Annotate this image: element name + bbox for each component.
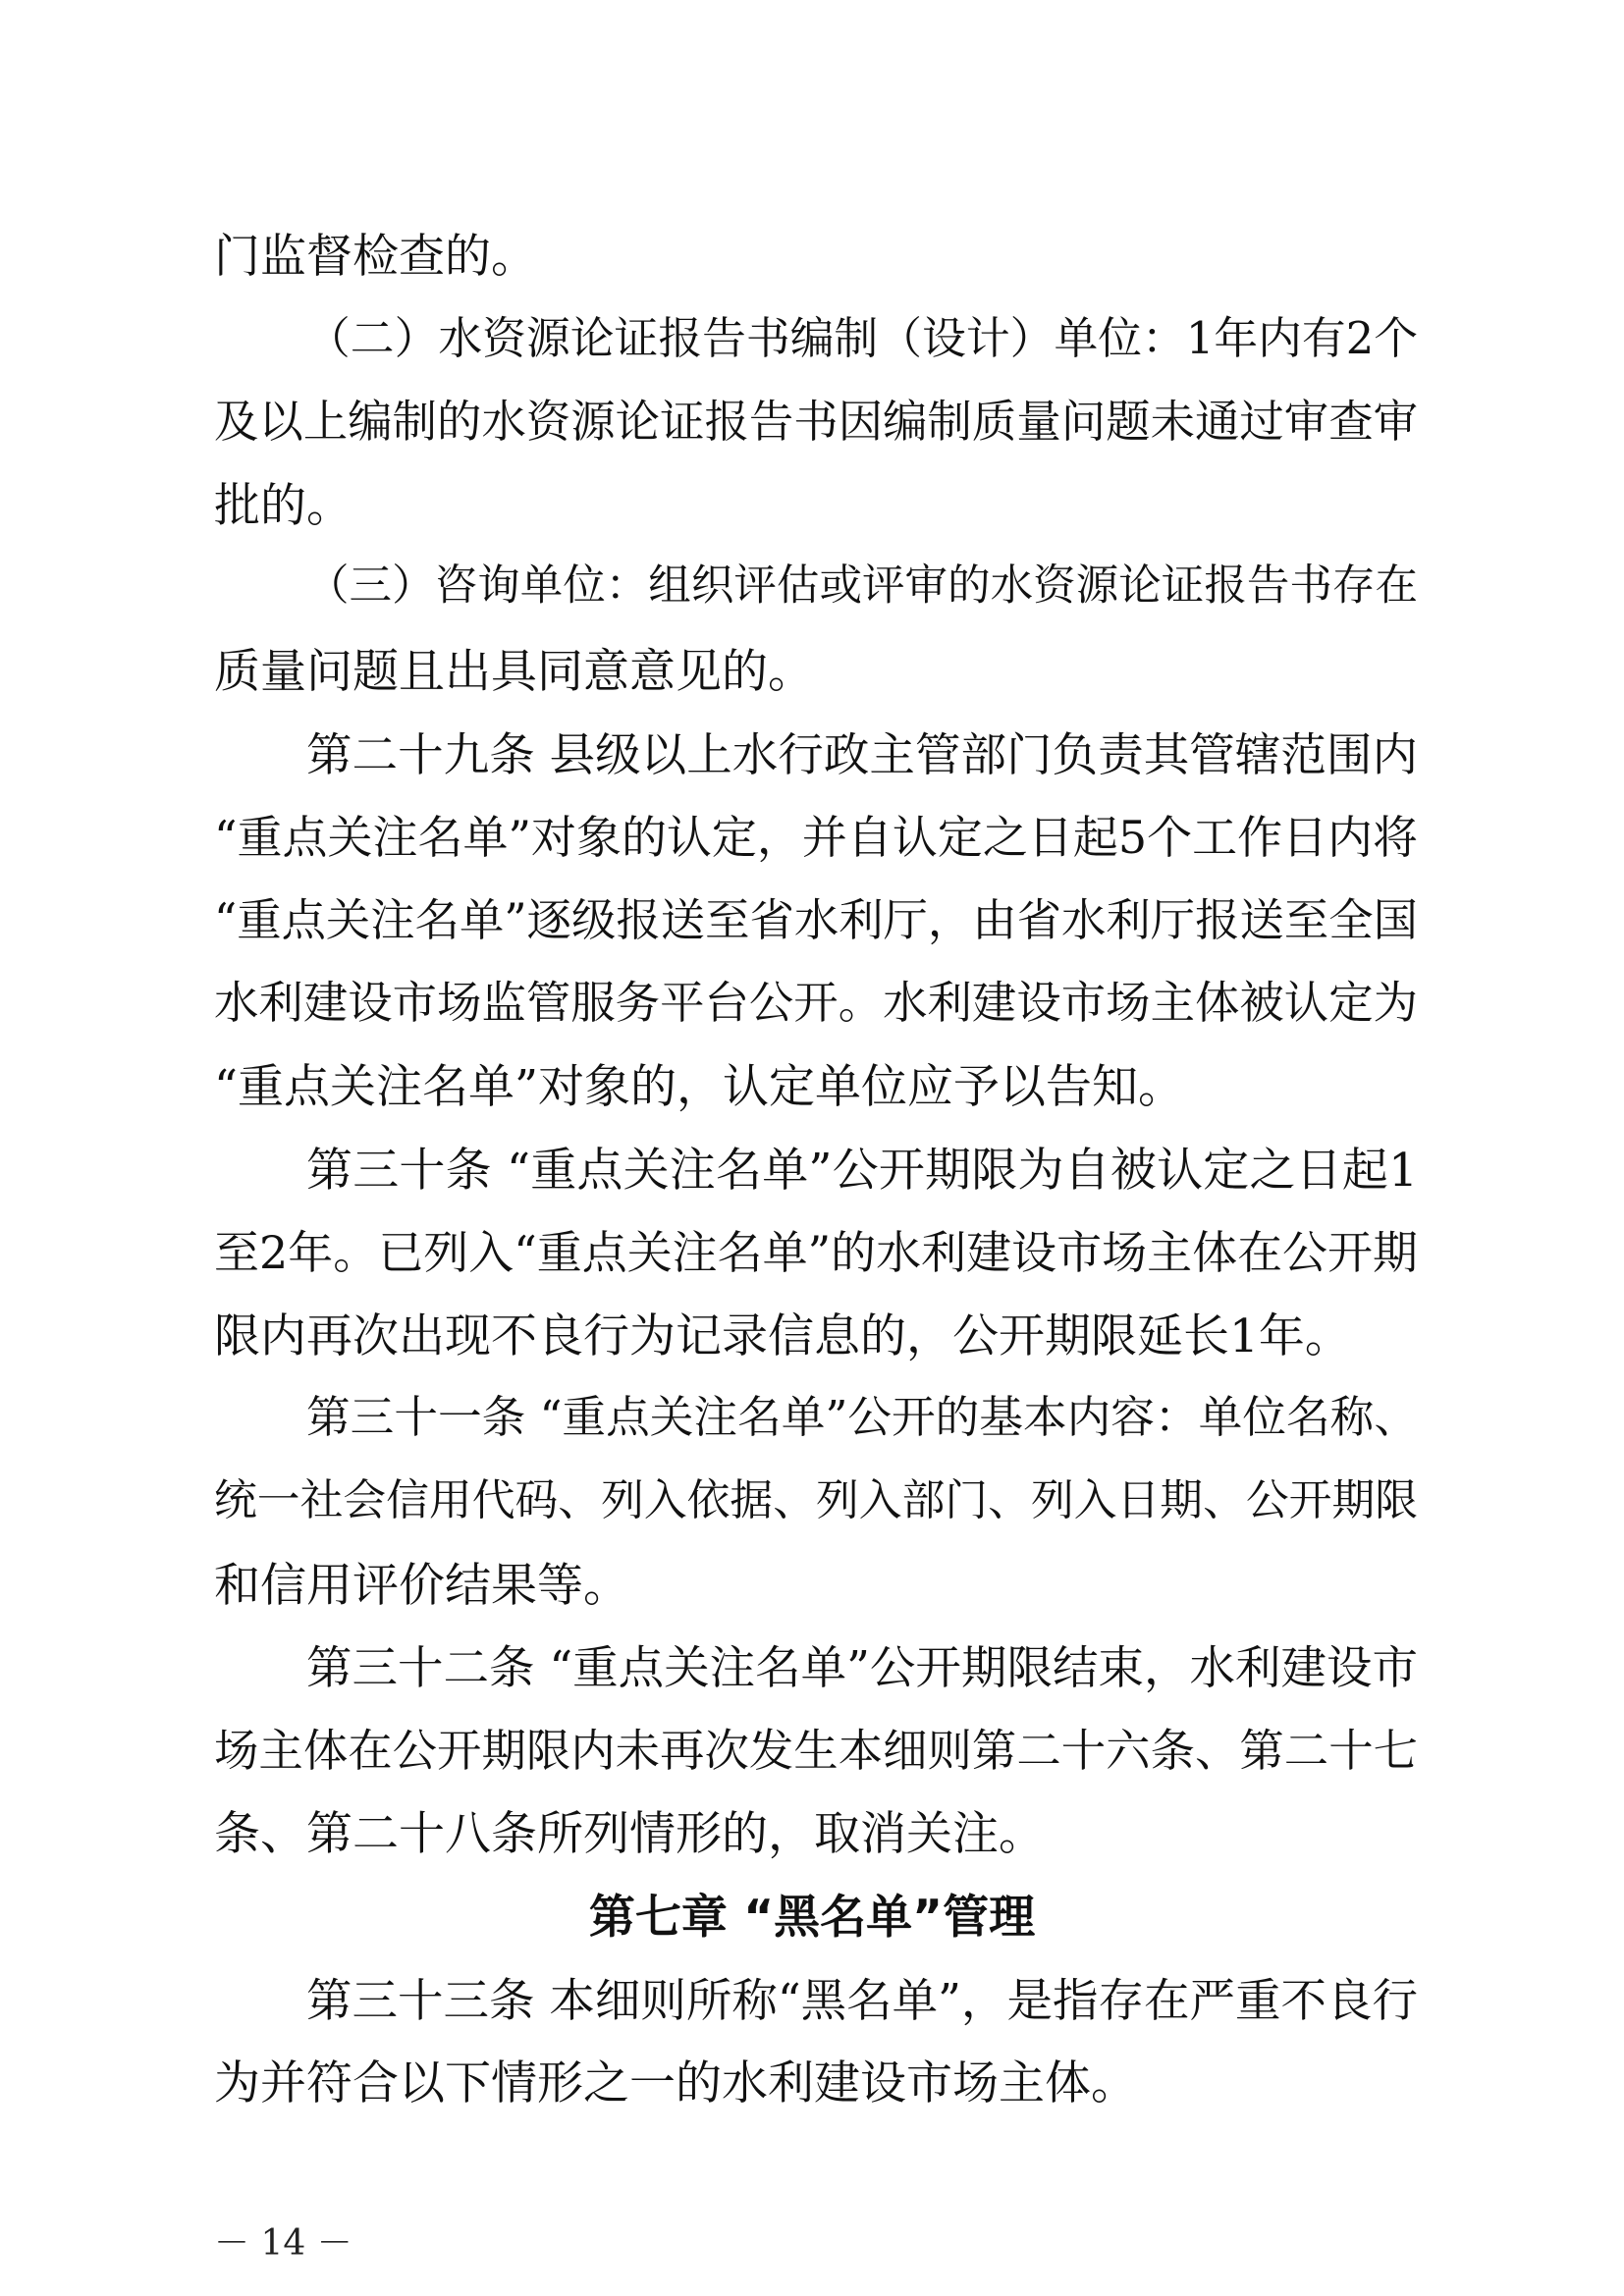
line-text: 第三十一条 “重点关注名单”公开的基本内容：单位名称、	[306, 1392, 1418, 1444]
line-text: 和信用评价结果等。	[214, 1558, 629, 1613]
chapter-heading	[0, 1891, 1624, 1983]
text-line	[0, 230, 1624, 322]
line-text: （三）咨询单位：组织评估或评审的水资源论证报告书存在	[306, 561, 1418, 612]
text-line	[0, 478, 1624, 571]
text-line	[0, 1724, 1624, 1817]
text-line	[0, 727, 1624, 821]
text-line	[0, 1641, 1624, 1734]
line-text: 条、第二十八条所列情形的，取消关注。	[214, 1807, 1045, 1862]
line-text: 水利建设市场监管服务平台公开。水利建设市场主体被认定为	[214, 977, 1418, 1030]
line-text: “重点关注名单”对象的认定，并自认定之日起5个工作日内将	[214, 811, 1418, 865]
text-line	[0, 645, 1624, 737]
text-line	[0, 1558, 1624, 1651]
line-text: “重点关注名单”对象的，认定单位应予以告知。	[214, 1060, 1185, 1114]
line-text: 限内再次出现不良行为记录信息的，公开期限延长1年。	[214, 1308, 1351, 1363]
line-text: “重点关注名单”逐级报送至省水利厅，由省水利厅报送至全国	[214, 893, 1418, 946]
line-text: 第三十二条 “重点关注名单”公开期限结束，水利建设市	[306, 1641, 1418, 1695]
text-line	[0, 893, 1624, 987]
line-text: 及以上编制的水资源论证报告书因编制质量问题未通过审查审	[214, 396, 1418, 449]
page-number: － 14 －	[214, 2223, 352, 2264]
line-text: 质量问题且出具同意意见的。	[214, 645, 814, 699]
text-line	[0, 1392, 1624, 1484]
text-line	[0, 977, 1624, 1069]
text-line	[0, 1973, 1624, 2066]
line-text: 场主体在公开期限内未再次发生本细则第二十六条、第二十七	[214, 1724, 1418, 1777]
text-line	[0, 1060, 1624, 1152]
text-line	[0, 311, 1624, 405]
line-text: 门监督检查的。	[214, 230, 537, 284]
chapter-heading-text: 第七章 “黑名单”管理	[588, 1891, 1036, 1945]
text-line	[0, 1143, 1624, 1236]
text-line	[0, 396, 1624, 488]
line-text: 第三十三条 本细则所称“黑名单”，是指存在严重不良行	[306, 1973, 1418, 2027]
line-text: 第三十条 “重点关注名单”公开期限为自被认定之日起1	[306, 1143, 1418, 1198]
text-line	[0, 561, 1624, 654]
text-line	[0, 1475, 1624, 1568]
line-text: 批的。	[214, 478, 352, 533]
text-line	[0, 811, 1624, 903]
text-line	[0, 1807, 1624, 1899]
line-text: 至2年。已列入“重点关注名单”的水利建设市场主体在公开期	[214, 1226, 1418, 1280]
text-line	[0, 1226, 1624, 1318]
text-line	[0, 1308, 1624, 1402]
line-text: （二）水资源论证报告书编制（设计）单位：1年内有2个	[306, 311, 1418, 364]
line-text: 为并符合以下情形之一的水利建设市场主体。	[214, 2056, 1137, 2111]
line-text: 统一社会信用代码、列入依据、列入部门、列入日期、公开期限	[214, 1475, 1418, 1525]
text-line	[0, 2056, 1624, 2149]
line-text: 第二十九条 县级以上水行政主管部门负责其管辖范围内	[306, 727, 1418, 781]
